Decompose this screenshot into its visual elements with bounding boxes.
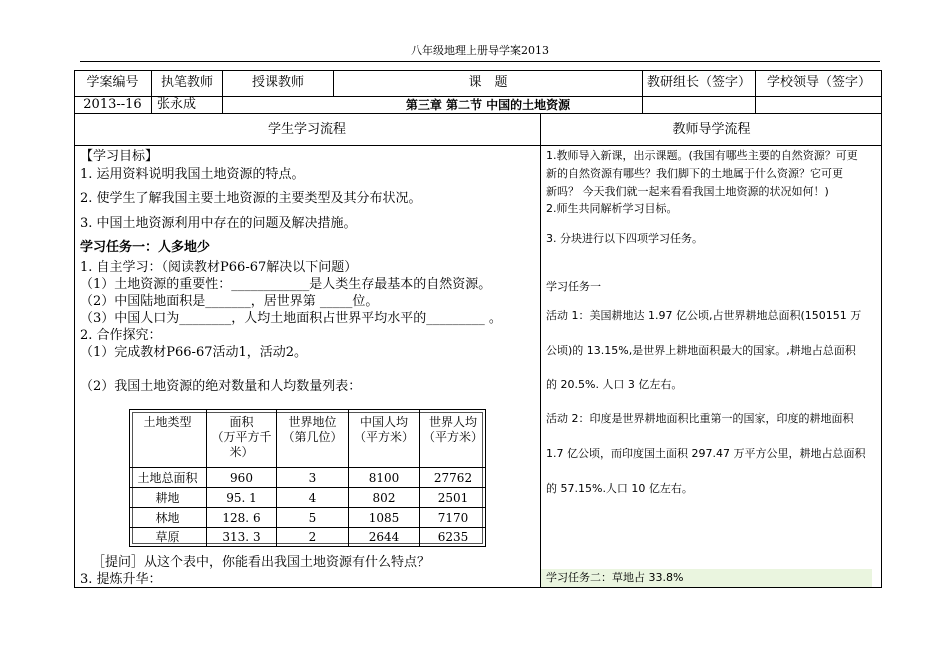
teacher-line: 1.教师导入新课，出示课题。(我国有哪些主要的自然资源？可更 (546, 149, 858, 162)
objective-3: 3. 中国土地资源利用中存在的问题及解决措施。 (80, 216, 357, 231)
teacher-line: 新吗？ 今天我们就一起来看看我国土地资源的状况如何！) (546, 185, 829, 198)
cell-area: 960 (230, 471, 253, 485)
question-3: （3）中国人口为________，人均土地面积占世界平均水平的_________ 。 (80, 311, 502, 326)
cell-area: 95. 1 (226, 491, 257, 505)
teacher-line: 3. 分块进行以下四项学习任务。 (546, 232, 703, 245)
question-2: （2）中国陆地面积是_______，居世界第 _____位。 (80, 294, 379, 309)
col-header-area (207, 415, 276, 460)
writing-teacher-value: 张永成 (157, 97, 197, 112)
col-header-land-type-text: 土地类型 (143, 415, 192, 429)
activity-2-line: 活动 2：印度是世界耕地面积比重第一的国家，印度的耕地面积 (546, 412, 854, 425)
self-study: 1. 自主学习：（阅读教材P66-67解决以下问题） (80, 260, 358, 275)
cell-world: 2501 (437, 491, 469, 505)
rank-header-line-2: （第几位） (282, 430, 343, 444)
table-question: ［提问］从这个表中，你能看出我国土地资源有什么特点？ (92, 555, 431, 570)
objectives-heading: 【学习目标】 (80, 149, 159, 164)
cell-world: 6235 (437, 530, 469, 544)
cell-world: 27762 (433, 471, 473, 485)
teacher-line: 新的自然资源有哪些？我们脚下的土地属于什么资源？它可更 (546, 167, 843, 180)
activity-1-line: 公顷)的 13.15%,是世界上耕地面积最大的国家。,耕地占总面积 (546, 344, 856, 357)
case-number-value: 2013--16 (83, 97, 142, 112)
teacher-section-title: 教师导学流程 (672, 122, 751, 137)
activity-1-line: 活动 1：美国耕地达 1.97 亿公顷,占世界耕地总面积(150151 万 (546, 309, 862, 322)
header-writing-teacher: 执笔教师 (160, 75, 213, 90)
world-header-line-2: （平方米） (422, 430, 483, 444)
cell-area: 128. 6 (222, 511, 261, 525)
lesson-plan-sheet (74, 70, 882, 588)
task-two-line: 学习任务二：草地占 33.8% (546, 571, 684, 584)
teacher-line: 2.师生共同解析学习目标。 (546, 202, 678, 215)
header-teaching-teacher: 授课教师 (251, 75, 304, 90)
china-header-line-2: （平方米） (353, 430, 414, 444)
world-header-line-1: 世界人均 (428, 415, 477, 429)
lesson-title: 第三章 第二节 中国的土地资源 (405, 98, 571, 112)
activity-instruction: （1）完成教材P66-67活动1，活动2。 (80, 345, 308, 360)
header-topic: 课 题 (468, 75, 508, 90)
cell-area: 313. 3 (222, 530, 261, 544)
cooperation: 2. 合作探究： (80, 328, 162, 343)
col-header-china-per-capita (349, 415, 419, 445)
cell-rank: 3 (308, 471, 317, 485)
col-header-world-rank (277, 415, 348, 445)
student-section-title: 学生学习流程 (267, 122, 346, 137)
area-header-line-3: 米） (229, 445, 254, 459)
cell-rank: 4 (308, 491, 317, 505)
cell-china: 2644 (368, 530, 400, 544)
activity-2-line: 1.7 亿公顷，而印度国土面积 297.47 万平方公里，耕地占总面积 (546, 447, 866, 460)
page-header: 八年级地理上册导学案2013 (411, 44, 549, 57)
objective-1: 1. 运用资料说明我国土地资源的特点。 (80, 167, 305, 182)
objective-2: 2. 使学生了解我国主要土地资源的主要类型及其分布状况。 (80, 191, 422, 206)
area-header-line-2: （万平方千 (211, 430, 272, 444)
china-header-line-1: 中国人均 (359, 415, 408, 429)
col-header-land-type (129, 415, 206, 430)
header-group-leader: 教研组长（签字） (646, 75, 751, 90)
header-school-leader: 学校领导（签字） (766, 75, 871, 90)
cell-rank: 2 (308, 530, 317, 544)
rank-header-line-1: 世界地位 (288, 415, 337, 429)
question-1: （1）土地资源的重要性：____________是人类生存最基本的自然资源。 (80, 277, 492, 292)
refine-heading: 3. 提炼升华： (80, 572, 162, 587)
header-rule (80, 61, 880, 62)
row-label-farmland: 耕地 (155, 491, 180, 505)
table-caption: （2）我国土地资源的绝对数量和人均数量列表： (80, 379, 362, 394)
activity-2-line: 的 57.15%.人口 10 亿左右。 (546, 482, 693, 495)
teacher-line: 学习任务一 (546, 280, 601, 293)
cell-china: 802 (372, 491, 396, 505)
activity-1-line: 的 20.5%. 人口 3 亿左右。 (546, 378, 683, 391)
row-label-grassland: 草原 (155, 530, 180, 544)
task-one-heading: 学习任务一：人多地少 (80, 240, 211, 255)
header-case-number: 学案编号 (86, 75, 139, 90)
col-header-world-per-capita (420, 415, 486, 445)
cell-rank: 5 (308, 511, 317, 525)
cell-world: 7170 (437, 511, 469, 525)
row-label-forest: 林地 (155, 511, 180, 525)
cell-china: 1085 (368, 511, 400, 525)
cell-china: 8100 (368, 471, 400, 485)
row-label-total: 土地总面积 (137, 471, 198, 485)
land-resource-table (129, 409, 486, 547)
area-header-line-1: 面积 (229, 415, 254, 429)
